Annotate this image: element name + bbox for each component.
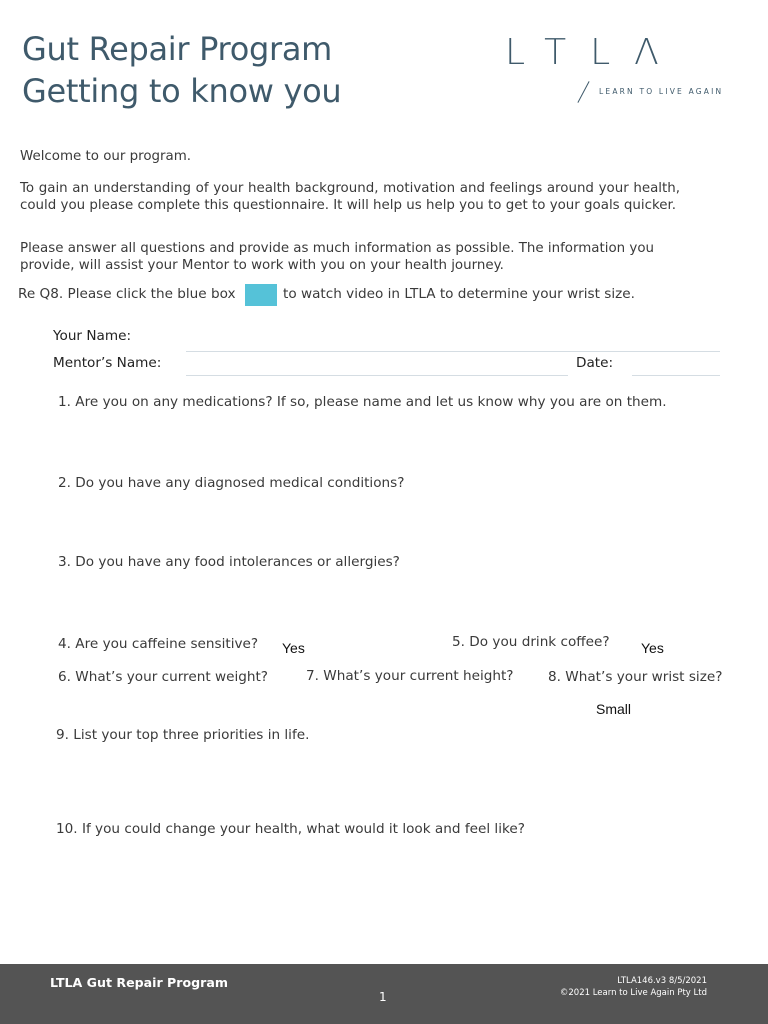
logo-tagline: LEARN TO LIVE AGAIN (599, 87, 724, 96)
wrist-size-video-button[interactable] (245, 284, 277, 306)
footer-title: LTLA Gut Repair Program (50, 975, 228, 990)
question-8: 8. What’s your wrist size? (548, 669, 723, 685)
question-4: 4. Are you caffeine sensitive? (58, 636, 259, 652)
footer-copyright: ©2021 Learn to Live Again Pty Ltd (559, 988, 707, 998)
ltla-logo (505, 34, 735, 104)
title-line-2: Getting to know you (22, 72, 342, 110)
question-2: 2. Do you have any diagnosed medical conditions? (58, 475, 405, 491)
question-1: 1. Are you on any medications? If so, please name and let us know why you are on them. (58, 394, 667, 410)
title-line-1: Gut Repair Program (22, 30, 333, 68)
re-q8-text-before: Re Q8. Please click the blue box (18, 286, 236, 302)
question-5: 5. Do you drink coffee? (452, 634, 610, 650)
logo-slash (577, 81, 589, 103)
question-8-answer[interactable]: Small (596, 701, 632, 717)
intro-paragraph-2: Please answer all questions and provide as much information as possible. The information you provide, will assist your Mentor to work with you on your health journey. (20, 241, 655, 273)
your-name-label: Your Name: (53, 328, 132, 344)
question-9: 9. List your top three priorities in life. (56, 727, 310, 743)
intro-paragraph-1: To gain an understanding of your health background, motivation and feelings around your health, could you please complete this questionnaire. It will help us help you to get to your goals quicker. (20, 181, 680, 213)
re-q8-text-after: to watch video in LTLA to determine your wrist size. (283, 286, 635, 302)
question-6: 6. What’s your current weight? (58, 669, 269, 685)
question-3: 3. Do you have any food intolerances or allergies? (58, 554, 400, 570)
your-name-field[interactable] (186, 351, 720, 352)
date-field[interactable] (632, 375, 720, 376)
question-10: 10. If you could change your health, what would it look and feel like? (56, 821, 525, 837)
page-footer (0, 964, 768, 1024)
logo-letters: LTL (505, 32, 635, 73)
date-label: Date: (576, 355, 614, 371)
logo-wordmark (505, 34, 683, 72)
question-5-answer[interactable]: Yes (641, 640, 664, 656)
footer-version: LTLA146.v3 8/5/2021 (617, 976, 707, 986)
page-number: 1 (379, 990, 387, 1004)
question-7: 7. What’s your current height? (306, 668, 514, 684)
logo-a-glyph: Λ (634, 32, 683, 73)
welcome-text: Welcome to our program. (20, 149, 192, 164)
page-title (22, 28, 341, 112)
mentor-name-label: Mentor’s Name: (53, 355, 162, 371)
mentor-name-field[interactable] (186, 375, 568, 376)
question-4-answer[interactable]: Yes (282, 640, 305, 656)
